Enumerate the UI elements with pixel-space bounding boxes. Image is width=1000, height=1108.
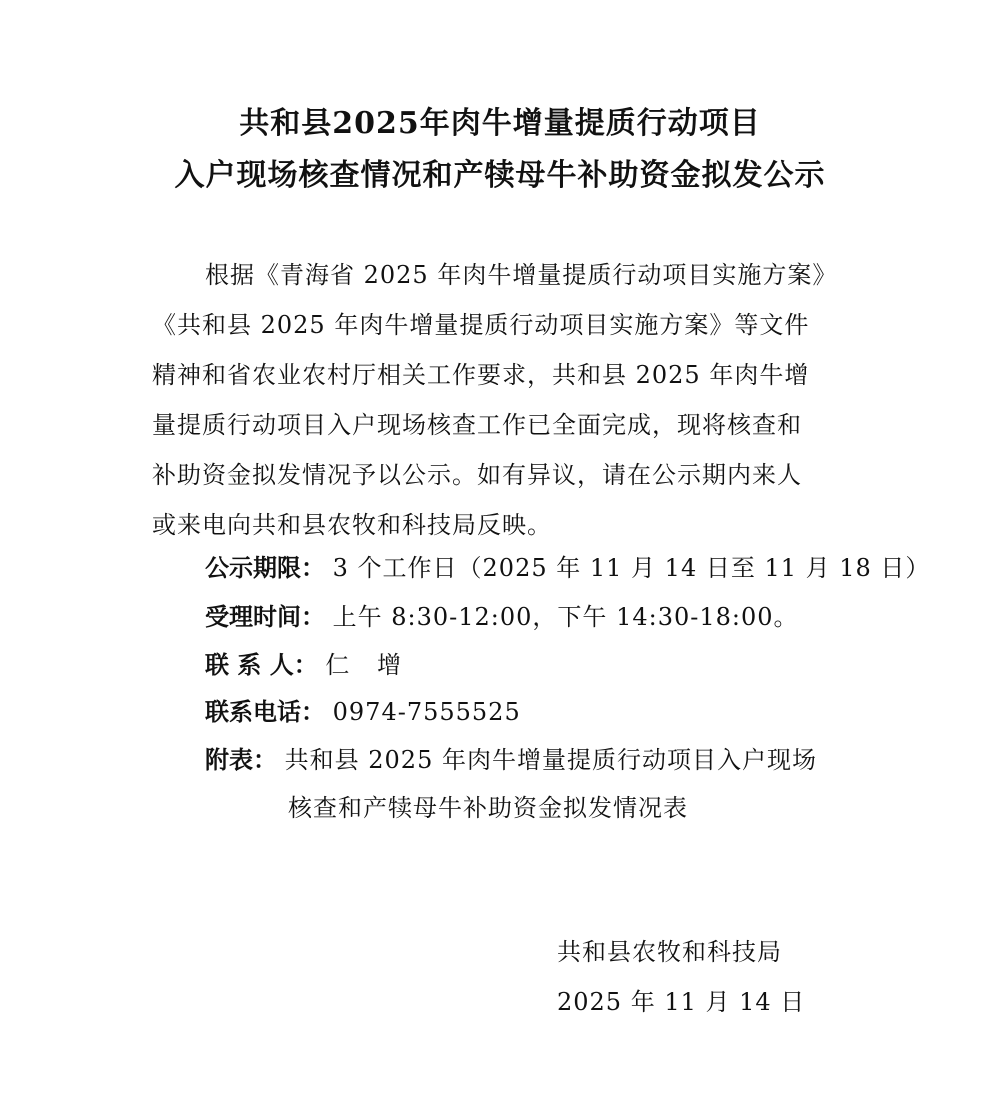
paragraph-line-5: 补助资金拟发情况予以公示。如有异议，请在公示期内来人 [152, 461, 802, 489]
attachment-row [205, 740, 817, 775]
phone-label: 联系电话： [205, 697, 325, 726]
period-value: 3 个工作日（2025 年 11 月 14 日至 11 月 18 日） [332, 554, 931, 582]
attachment-value-line-2: 核查和产犊母牛补助资金拟发情况表 [288, 794, 688, 822]
paragraph-line-1: 根据《青海省 2025 年肉牛增量提质行动项目实施方案》 [205, 261, 838, 289]
paragraph-line-3: 精神和省农业农村厅相关工作要求，共和县 2025 年肉牛增 [152, 361, 810, 389]
paragraph-line-4: 量提质行动项目入户现场核查工作已全面完成，现将核查和 [152, 411, 802, 439]
phone-value: 0974-7555525 [332, 698, 521, 726]
attachment-value-line-1: 共和县 2025 年肉牛增量提质行动项目入户现场 [284, 746, 817, 774]
document-title-line-2: 入户现场核查情况和产犊母牛补助资金拟发公示 [174, 158, 826, 193]
document-title-line-1: 共和县2025年肉牛增量提质行动项目 [239, 106, 761, 141]
contact-label: 联 系 人： [205, 650, 318, 679]
contact-value: 仁 增 [325, 651, 411, 679]
hours-value: 上午 8:30-12:00，下午 14:30-18:00。 [332, 603, 799, 631]
paragraph-line-6: 或来电向共和县农牧和科技局反映。 [152, 511, 552, 539]
phone-row [205, 692, 521, 727]
period-label: 公示期限： [205, 553, 325, 582]
signature-date: 2025 年 11 月 14 日 [557, 988, 806, 1016]
paragraph-line-2: 《共和县 2025 年肉牛增量提质行动项目实施方案》等文件 [152, 311, 810, 339]
contact-row [205, 645, 411, 680]
period-row [205, 548, 930, 583]
attachment-label: 附表： [205, 745, 277, 774]
signature-org: 共和县农牧和科技局 [557, 938, 782, 966]
hours-label: 受理时间： [205, 602, 325, 631]
hours-row [205, 597, 799, 632]
